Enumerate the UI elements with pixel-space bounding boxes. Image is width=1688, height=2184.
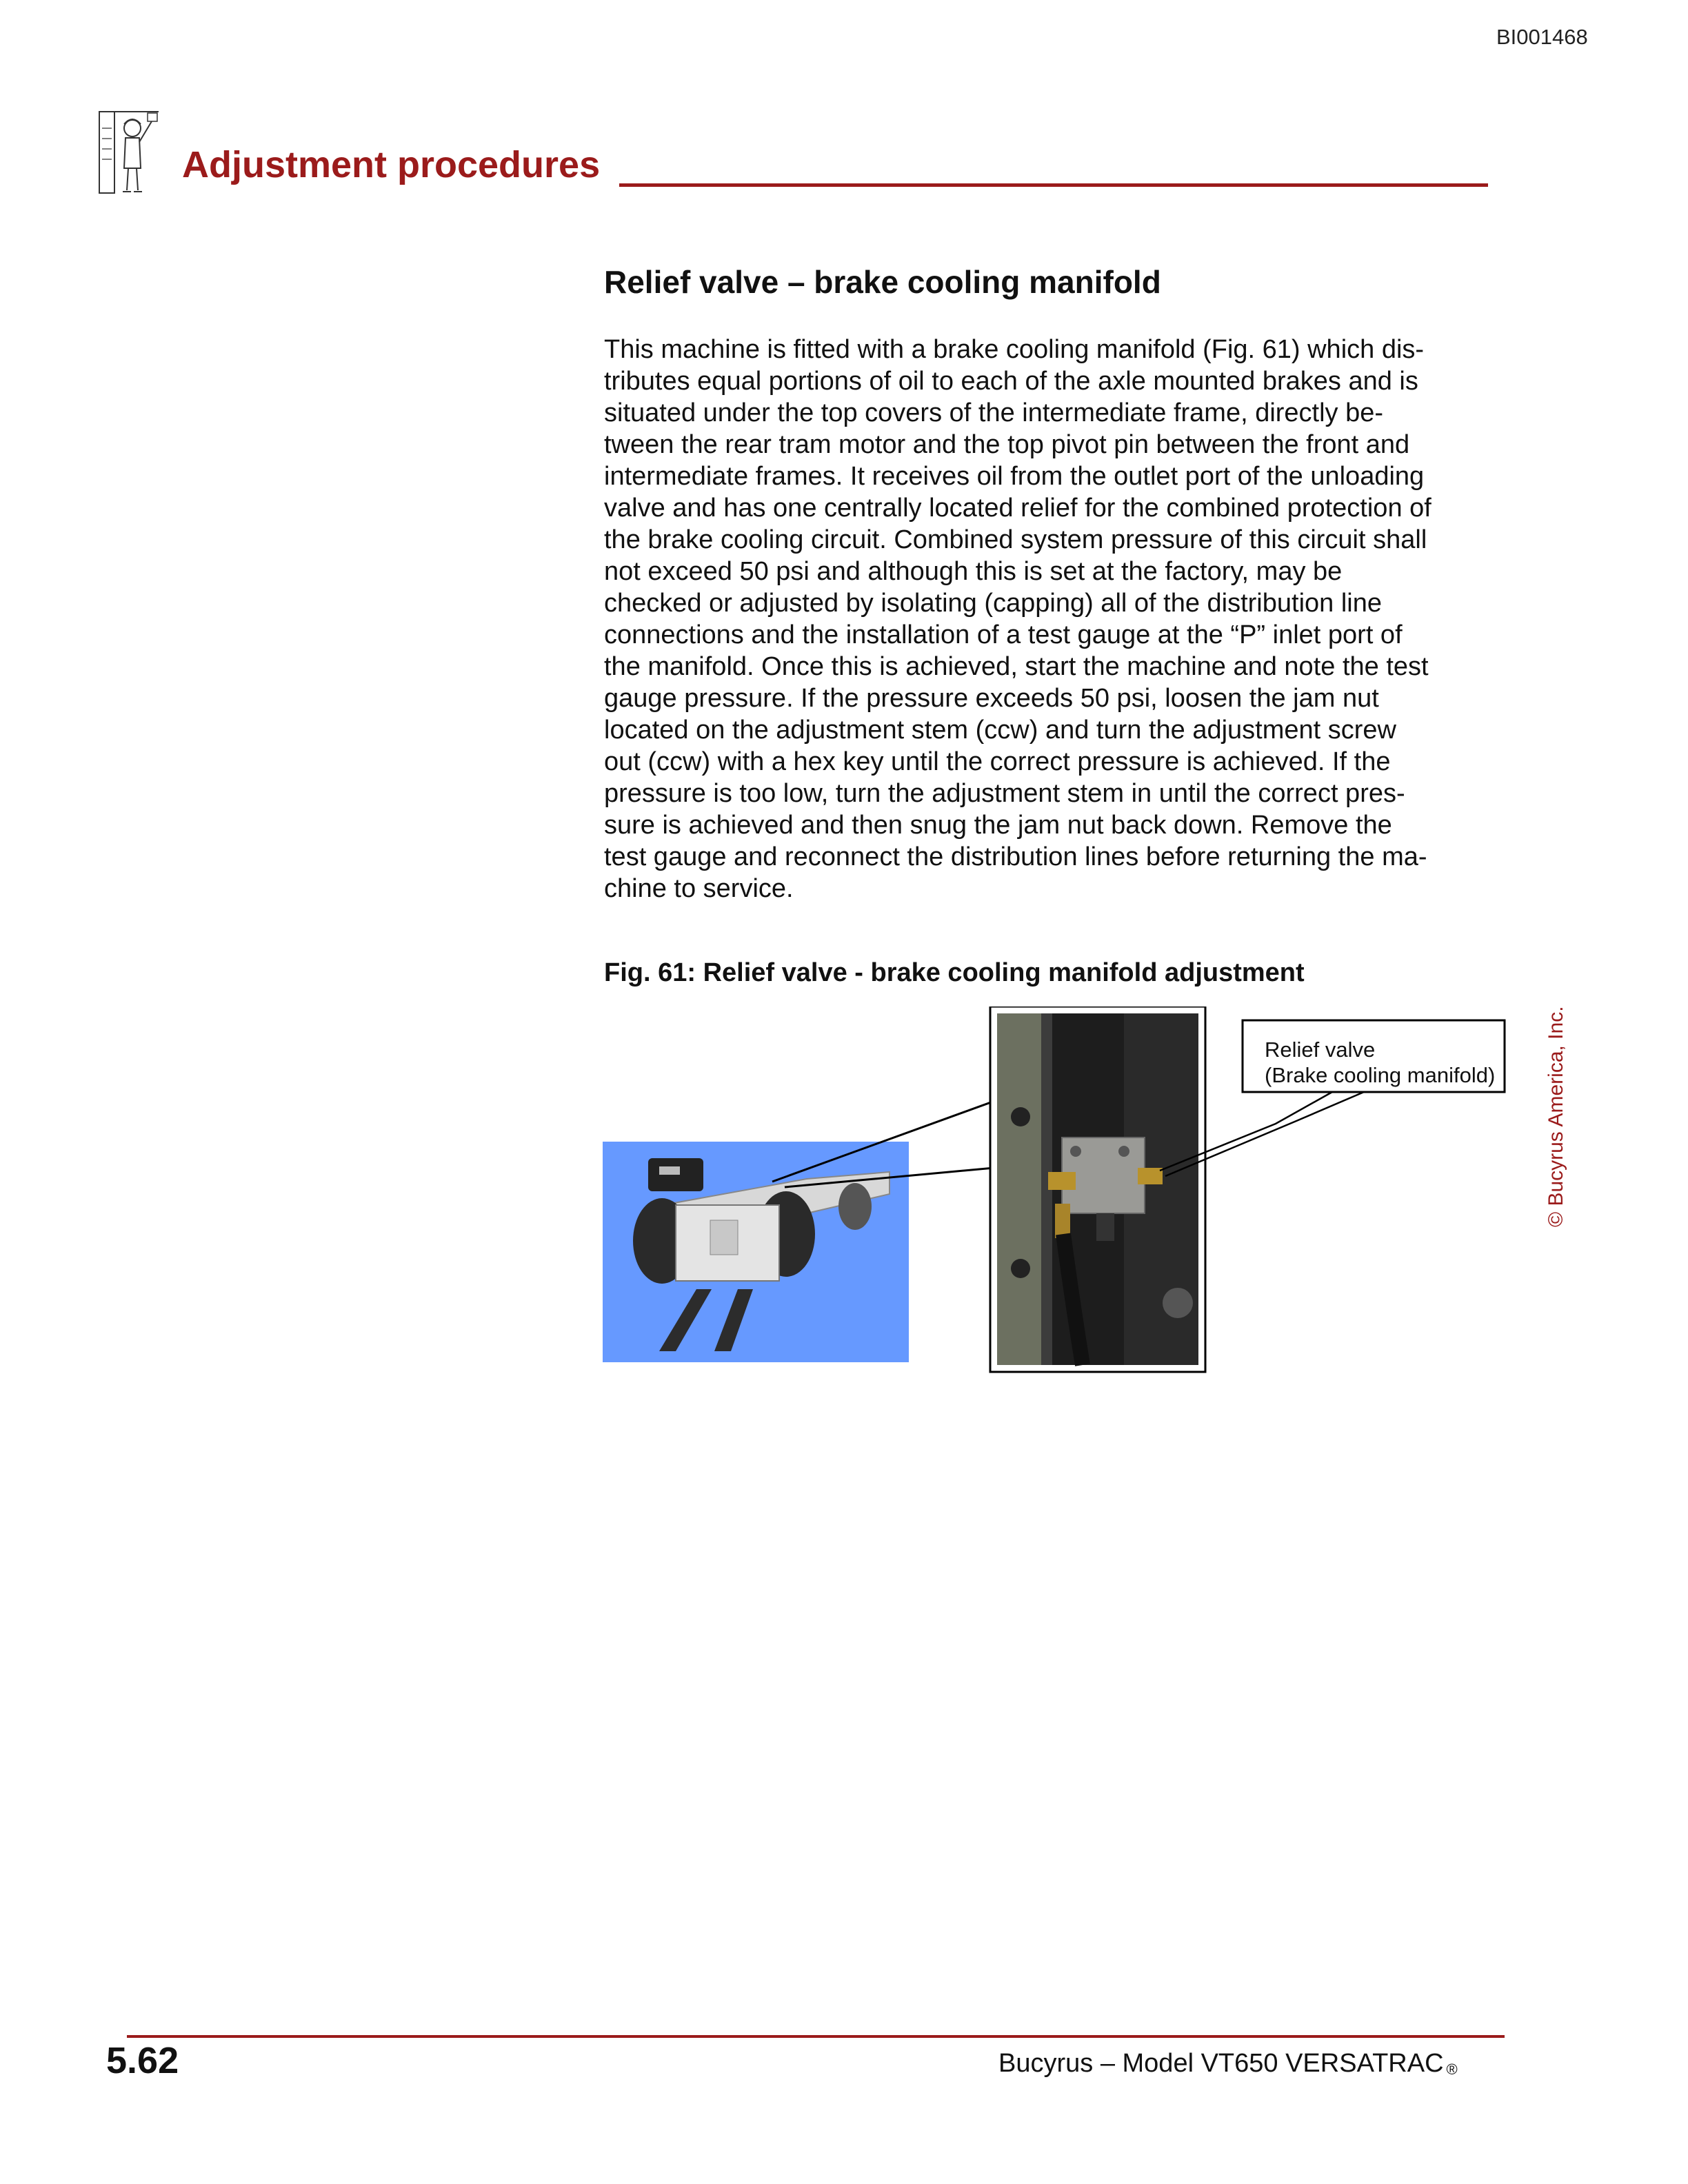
body-paragraph xyxy=(604,334,1494,904)
machine-illustration xyxy=(603,1142,909,1362)
figure-caption: Fig. 61: Relief valve - brake cooling manifold adjustment xyxy=(604,958,1305,987)
callout-line-2: (Brake cooling manifold) xyxy=(1265,1063,1496,1087)
body-line: situated under the top covers of the intermediate frame, directly be- xyxy=(604,398,1384,427)
callout-line-1: Relief valve xyxy=(1265,1038,1376,1062)
body-line: valve and has one centrally located relief for the combined protection of xyxy=(604,494,1431,523)
section-title: Relief valve – brake cooling manifold xyxy=(604,264,1161,300)
manifold-photo xyxy=(990,1007,1205,1372)
body-line: gauge pressure. If the pressure exceeds 50 psi, loosen the jam nut xyxy=(604,684,1379,713)
body-line: tributes equal portions of oil to each of the axle mounted brakes and is xyxy=(604,367,1418,396)
body-line: not exceed 50 psi and although this is set at the factory, may be xyxy=(604,557,1343,586)
title-underline xyxy=(619,183,1488,187)
callout-label xyxy=(1255,1031,1517,1100)
body-line: out (ccw) with a hex key until the correct pressure is achieved. If the xyxy=(604,747,1391,776)
chapter-title: Adjustment procedures xyxy=(182,144,601,185)
body-line: pressure is too low, turn the adjustment stem in until the correct pres- xyxy=(604,779,1405,808)
body-line: test gauge and reconnect the distribution lines before returning the ma- xyxy=(604,842,1427,871)
body-line: chine to service. xyxy=(604,874,794,903)
body-line: checked or adjusted by isolating (capping) all of the distribution line xyxy=(604,589,1382,618)
footer-rule xyxy=(127,2035,1505,2038)
mechanic-with-checklist-icon xyxy=(97,108,163,197)
footer-model-name: Bucyrus – Model VT650 VERSATRAC xyxy=(998,2049,1444,2078)
document-id: BI001468 xyxy=(1496,25,1588,49)
registered-mark: ® xyxy=(1446,2061,1458,2078)
body-line: the brake cooling circuit. Combined system pressure of this circuit shall xyxy=(604,525,1427,554)
body-line: intermediate frames. It receives oil from the outlet port of the unloading xyxy=(604,462,1425,491)
copyright-notice: © Bucyrus America, Inc. xyxy=(1545,1006,1567,1227)
body-line: the manifold. Once this is achieved, start the machine and note the test xyxy=(604,652,1429,681)
page-number: 5.62 xyxy=(106,2040,179,2081)
footer-model-text xyxy=(998,2049,1458,2079)
body-line: This machine is fitted with a brake cooling manifold (Fig. 61) which dis- xyxy=(604,335,1425,364)
body-line: connections and the installation of a test gauge at the “P” inlet port of xyxy=(604,620,1403,649)
body-line: sure is achieved and then snug the jam nut back down. Remove the xyxy=(604,811,1392,840)
body-line: tween the rear tram motor and the top pivot pin between the front and xyxy=(604,430,1410,459)
body-line: located on the adjustment stem (ccw) and turn the adjustment screw xyxy=(604,716,1396,745)
